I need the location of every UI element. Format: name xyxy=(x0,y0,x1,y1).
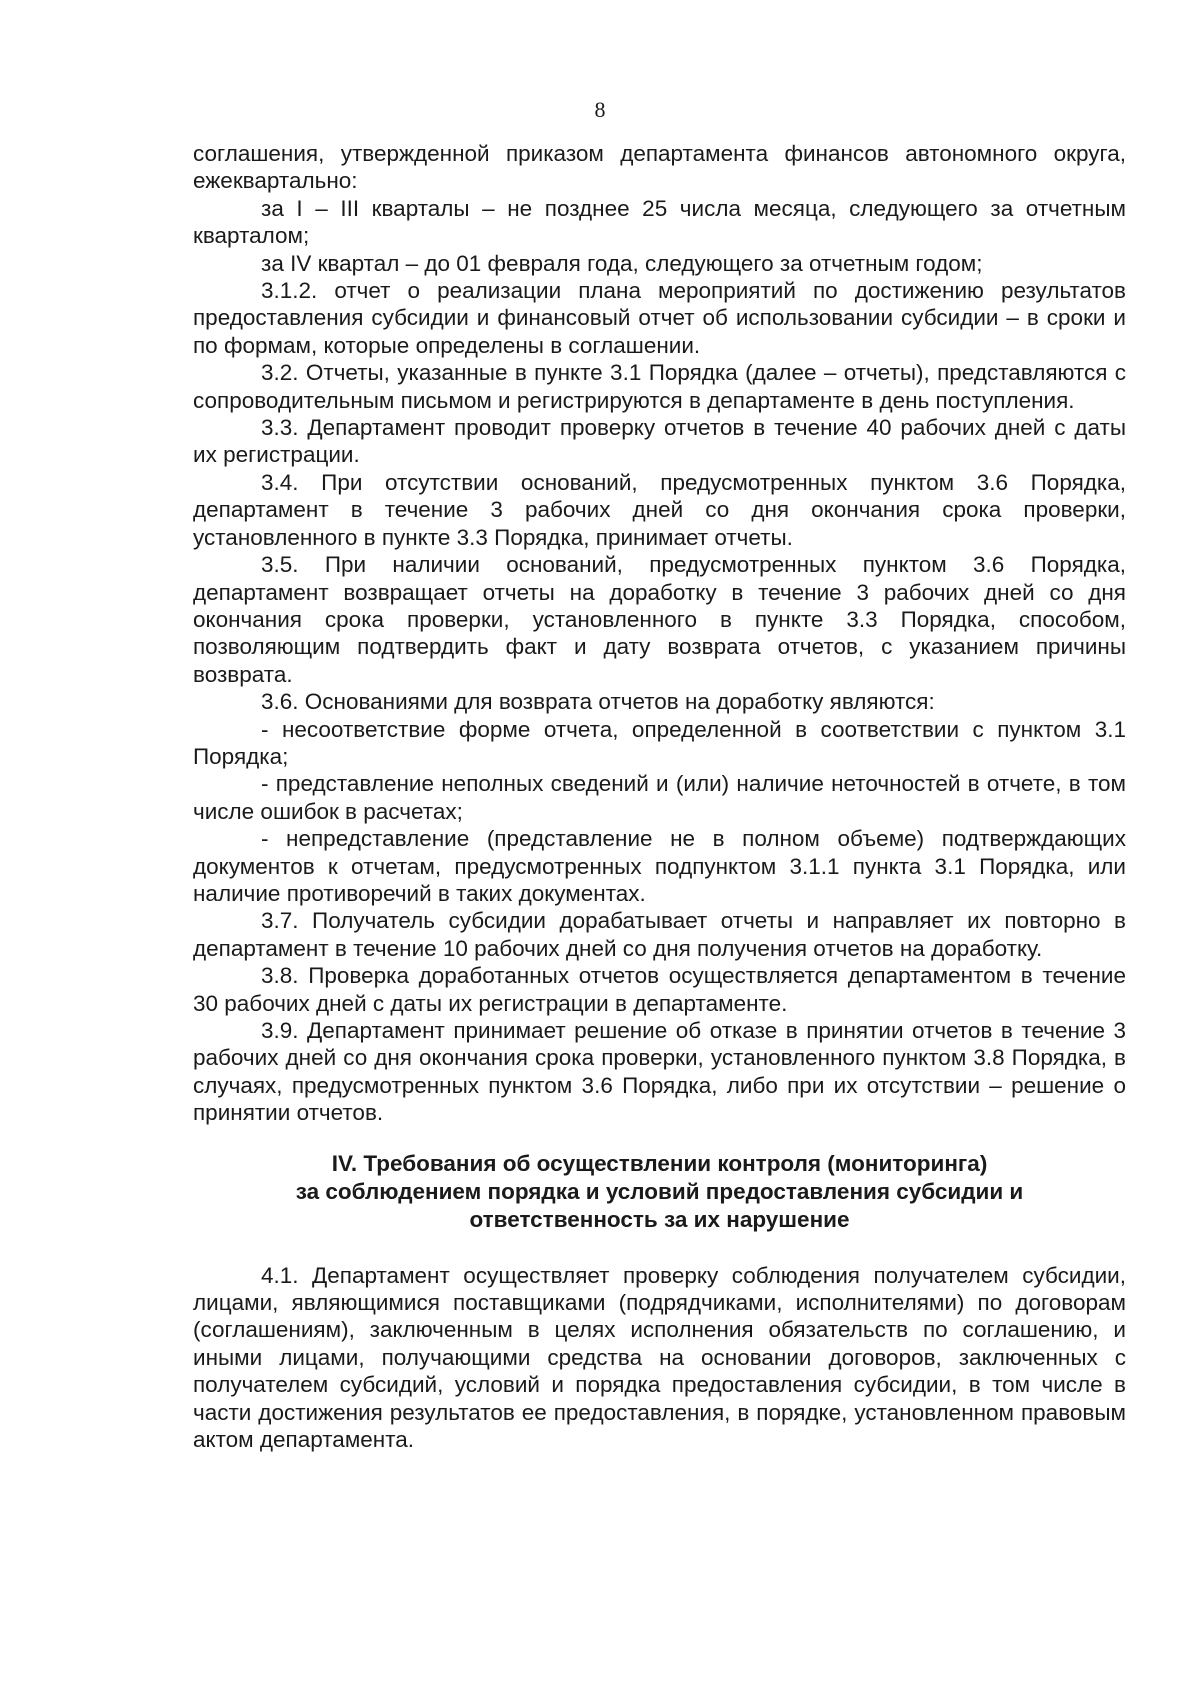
section-heading-line: ответственность за их нарушение xyxy=(469,1206,850,1232)
section-heading-line: за соблюдением порядка и условий предоставления субсидии и xyxy=(295,1178,1024,1204)
paragraph-3-4: 3.4. При отсутствии оснований, предусмотренных пунктом 3.6 Порядка, департамент в течение 3 рабочих дней со дня окончания срока проверки, установленного в пункте 3.3 Порядка, принимает отчеты. xyxy=(193,469,1126,550)
paragraph-3-3: 3.3. Департамент проводит проверку отчетов в течение 40 рабочих дней с даты их регистрации. xyxy=(193,415,1126,468)
list-item: - представление неполных сведений и (или) наличие неточностей в отчете, в том числе ошибок в расчетах; xyxy=(193,771,1126,824)
section-heading-line: IV. Требования об осуществлении контроля (мониторинга) xyxy=(331,1150,988,1176)
paragraph-continuation: соглашения, утвержденной приказом департамента финансов автономного округа, ежеквартально: xyxy=(193,141,1126,194)
paragraph-3-6: 3.6. Основаниями для возврата отчетов на доработку являются: xyxy=(261,689,935,715)
paragraph-3-8: 3.8. Проверка доработанных отчетов осуществляется департаментом в течение 30 рабочих дней с даты их регистрации в департаменте. xyxy=(193,963,1126,1016)
document-body xyxy=(193,140,1126,1453)
list-item: - непредставление (представление не в полном объеме) подтверждающих документов к отчетам, предусмотренных подпунктом 3.1.1 пункта 3.1 Порядка, или наличие противоречий в таких документах. xyxy=(193,826,1126,906)
list-item: - несоответствие форме отчета, определенной в соответствии с пунктом 3.1 Порядка; xyxy=(193,716,1126,769)
section-heading xyxy=(193,1150,1126,1234)
paragraph-3-1-2: 3.1.2. отчет о реализации плана мероприятий по достижению результатов предоставления субсидии и финансовый отчет об использовании субсидии – в сроки и по формам, которые определены в соглашении. xyxy=(193,278,1126,358)
paragraph-4-1: 4.1. Департамент осуществляет проверку соблюдения получателем субсидии, лицами, являющимися поставщиками (подрядчиками, исполнителями) по договорам (соглашениям), заключенным в целях исполнения обязательств по соглашению, и иными лицами, получающими средства на основании договоров, заключенных с получателем субсидий, условий и порядка предоставления субсидии, в том числе в части достижения результатов ее предоставления, в порядке, установленном правовым актом департамента. xyxy=(193,1262,1126,1453)
paragraph-3-9: 3.9. Департамент принимает решение об отказе в принятии отчетов в течение 3 рабочих дней со дня окончания срока проверки, установленного пунктом 3.8 Порядка, в случаях, предусмотренных пунктом 3.6 Порядка, либо при их отсутствии – решение о принятии отчетов. xyxy=(193,1018,1126,1126)
paragraph-3-7: 3.7. Получатель субсидии дорабатывает отчеты и направляет их повторно в департамент в течение 10 рабочих дней со дня получения отчетов на доработку. xyxy=(193,908,1126,961)
page-number: 8 xyxy=(594,97,606,122)
paragraph-3-2: 3.2. Отчеты, указанные в пункте 3.1 Порядка (далее – отчеты), представляются с сопроводительным письмом и регистрируются в департаменте в день поступления. xyxy=(193,360,1126,413)
paragraph: за I – III кварталы – не позднее 25 числа месяца, следующего за отчетным кварталом; xyxy=(193,195,1126,249)
paragraph-3-5: 3.5. При наличии оснований, предусмотренных пунктом 3.6 Порядка, департамент возвращает отчеты на доработку в течение 3 рабочих дней со дня окончания срока проверки, установленного в пункте 3.3 Порядка, способом, позволяющим подтвердить факт и дату возврата отчетов, с указанием причины возврата. xyxy=(193,552,1126,687)
paragraph: за IV квартал – до 01 февраля года, следующего за отчетным годом; xyxy=(261,250,983,276)
